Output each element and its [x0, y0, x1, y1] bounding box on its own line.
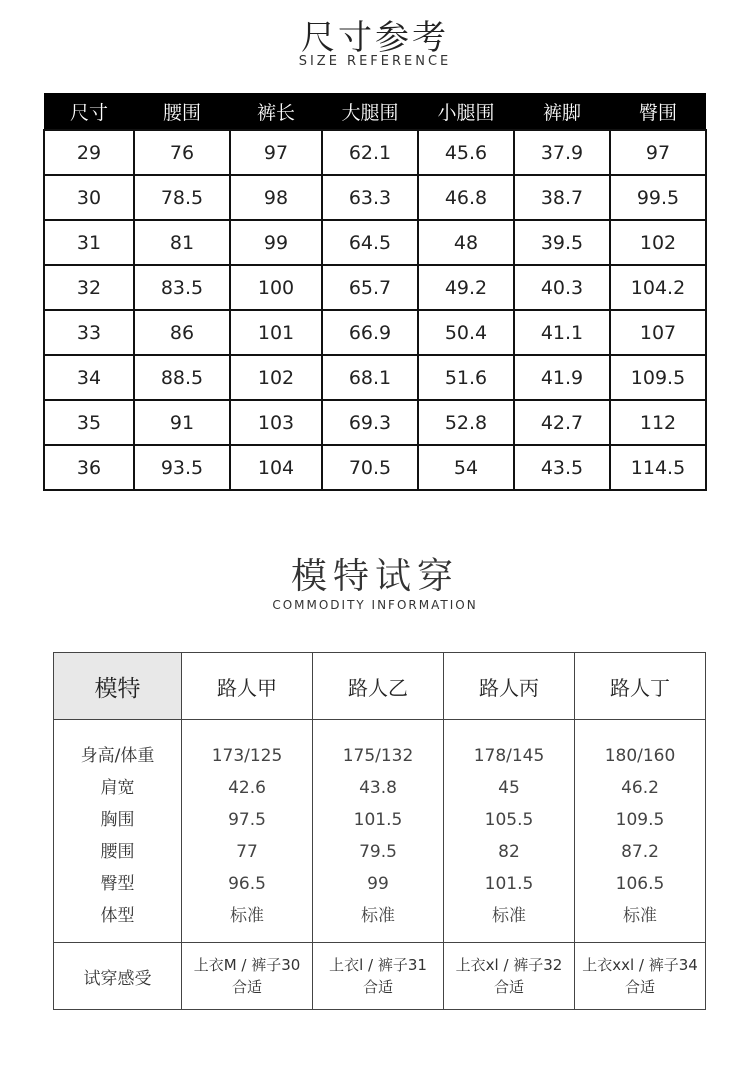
size-table-cell: 104 [230, 445, 322, 490]
attribute-value: 105.5 [484, 810, 534, 830]
attribute-value: 180/160 [604, 746, 676, 766]
size-table-cell: 38.7 [514, 175, 610, 220]
attribute-label: 胸围 [100, 810, 135, 830]
size-table-cell: 91 [134, 400, 230, 445]
fit-sizes: 上衣l / 裤子31 [329, 956, 427, 974]
size-table-cell: 51.6 [418, 355, 514, 400]
size-table-row [44, 355, 706, 400]
attribute-value: 标准 [361, 906, 395, 926]
size-header-cell: 尺寸 [44, 93, 134, 130]
size-table-cell: 36 [44, 445, 134, 490]
fit-feedback-row [54, 943, 706, 1010]
attribute-value: 106.5 [615, 874, 665, 894]
fit-cell [575, 943, 706, 1010]
size-table-cell: 104.2 [610, 265, 706, 310]
size-table-cell: 66.9 [322, 310, 418, 355]
attribute-value: 42.6 [228, 778, 266, 798]
attribute-value: 173/125 [211, 746, 283, 766]
size-table-cell: 64.5 [322, 220, 418, 265]
size-table-cell: 41.9 [514, 355, 610, 400]
attribute-value: 45 [498, 778, 520, 798]
size-table-cell: 35 [44, 400, 134, 445]
attribute-labels-cell [54, 720, 182, 943]
size-table-cell: 49.2 [418, 265, 514, 310]
model-table [53, 652, 706, 1010]
size-table-cell: 78.5 [134, 175, 230, 220]
model-attributes-row [54, 720, 706, 943]
size-table-cell: 81 [134, 220, 230, 265]
attribute-label: 腰围 [100, 842, 135, 862]
model-corner-label: 模特 [54, 653, 182, 720]
size-table-cell: 69.3 [322, 400, 418, 445]
fit-sizes: 上衣M / 裤子30 [193, 956, 301, 974]
fit-verdict: 合适 [231, 978, 262, 996]
attribute-value: 96.5 [228, 874, 266, 894]
size-header-cell: 裤脚 [514, 93, 610, 130]
attribute-value: 99 [367, 874, 389, 894]
size-table-cell: 30 [44, 175, 134, 220]
size-header-cell: 臀围 [610, 93, 706, 130]
size-table [43, 93, 707, 491]
model-name: 路人甲 [182, 653, 313, 720]
size-table-cell: 93.5 [134, 445, 230, 490]
attribute-value: 97.5 [228, 810, 266, 830]
size-table-cell: 68.1 [322, 355, 418, 400]
model-values-cell [444, 720, 575, 943]
size-table-cell: 31 [44, 220, 134, 265]
size-table-cell: 98 [230, 175, 322, 220]
size-table-cell: 63.3 [322, 175, 418, 220]
size-table-cell: 50.4 [418, 310, 514, 355]
size-section-title: 尺寸参考 [301, 18, 449, 58]
size-table-cell: 97 [610, 130, 706, 175]
size-table-cell: 48 [418, 220, 514, 265]
attribute-value: 178/145 [473, 746, 545, 766]
size-table-cell: 102 [230, 355, 322, 400]
size-table-cell: 46.8 [418, 175, 514, 220]
size-table-header-row [44, 93, 706, 130]
model-section-title: 模特试穿 [290, 556, 459, 597]
size-header-cell: 小腿围 [418, 93, 514, 130]
attribute-value: 标准 [492, 906, 526, 926]
size-table-cell: 86 [134, 310, 230, 355]
size-table-row [44, 445, 706, 490]
size-table-row [44, 175, 706, 220]
attribute-value: 101.5 [484, 874, 534, 894]
size-table-cell: 62.1 [322, 130, 418, 175]
size-table-cell: 114.5 [610, 445, 706, 490]
attribute-value: 109.5 [615, 810, 665, 830]
fit-sizes: 上衣xxl / 裤子34 [582, 956, 698, 974]
model-name: 路人丁 [575, 653, 706, 720]
size-table-cell: 42.7 [514, 400, 610, 445]
model-values-cell [575, 720, 706, 943]
size-table-cell: 41.1 [514, 310, 610, 355]
size-table-cell: 43.5 [514, 445, 610, 490]
size-table-cell: 102 [610, 220, 706, 265]
size-table-cell: 83.5 [134, 265, 230, 310]
size-table-cell: 103 [230, 400, 322, 445]
size-header-cell: 裤长 [230, 93, 322, 130]
size-table-cell: 37.9 [514, 130, 610, 175]
size-table-row [44, 265, 706, 310]
attribute-value: 77 [236, 842, 258, 862]
size-table-cell: 70.5 [322, 445, 418, 490]
attribute-value: 79.5 [359, 842, 397, 862]
fit-verdict: 合适 [362, 978, 393, 996]
attribute-value: 101.5 [353, 810, 403, 830]
attribute-value: 标准 [230, 906, 264, 926]
size-table-cell: 112 [610, 400, 706, 445]
size-table-cell: 99 [230, 220, 322, 265]
size-table-cell: 100 [230, 265, 322, 310]
size-table-cell: 33 [44, 310, 134, 355]
attribute-value: 82 [498, 842, 520, 862]
size-table-cell: 101 [230, 310, 322, 355]
size-table-cell: 99.5 [610, 175, 706, 220]
model-name: 路人乙 [313, 653, 444, 720]
attribute-value: 43.8 [359, 778, 397, 798]
attribute-label: 体型 [100, 906, 135, 926]
fit-cell [182, 943, 313, 1010]
model-name: 路人丙 [444, 653, 575, 720]
size-table-row [44, 220, 706, 265]
fit-verdict: 合适 [624, 978, 655, 996]
size-table-cell: 34 [44, 355, 134, 400]
size-table-row [44, 130, 706, 175]
fit-label: 试穿感受 [54, 943, 182, 1010]
attribute-label: 臀型 [100, 874, 135, 894]
attribute-value: 175/132 [342, 746, 414, 766]
size-table-cell: 39.5 [514, 220, 610, 265]
fit-cell [444, 943, 575, 1010]
size-table-cell: 97 [230, 130, 322, 175]
size-table-cell: 40.3 [514, 265, 610, 310]
size-table-row [44, 310, 706, 355]
fit-sizes: 上衣xl / 裤子32 [455, 956, 563, 974]
size-table-cell: 45.6 [418, 130, 514, 175]
model-values-cell [313, 720, 444, 943]
size-header-cell: 腰围 [134, 93, 230, 130]
size-table-cell: 54 [418, 445, 514, 490]
size-table-cell: 109.5 [610, 355, 706, 400]
size-header-cell: 大腿围 [322, 93, 418, 130]
size-table-cell: 32 [44, 265, 134, 310]
fit-verdict: 合适 [493, 978, 524, 996]
size-table-row [44, 400, 706, 445]
size-table-cell: 29 [44, 130, 134, 175]
size-table-cell: 88.5 [134, 355, 230, 400]
attribute-value: 46.2 [621, 778, 659, 798]
model-values-cell [182, 720, 313, 943]
fit-cell [313, 943, 444, 1010]
attribute-value: 87.2 [621, 842, 659, 862]
size-table-cell: 107 [610, 310, 706, 355]
model-header-row [54, 653, 706, 720]
attribute-label: 肩宽 [100, 778, 135, 798]
attribute-value: 标准 [623, 906, 657, 926]
size-table-cell: 52.8 [418, 400, 514, 445]
size-table-cell: 65.7 [322, 265, 418, 310]
size-section-subtitle: SIZE REFERENCE [298, 54, 452, 69]
attribute-label: 身高/体重 [80, 746, 155, 766]
size-table-cell: 76 [134, 130, 230, 175]
model-section-subtitle: COMMODITY INFORMATION [272, 598, 478, 612]
